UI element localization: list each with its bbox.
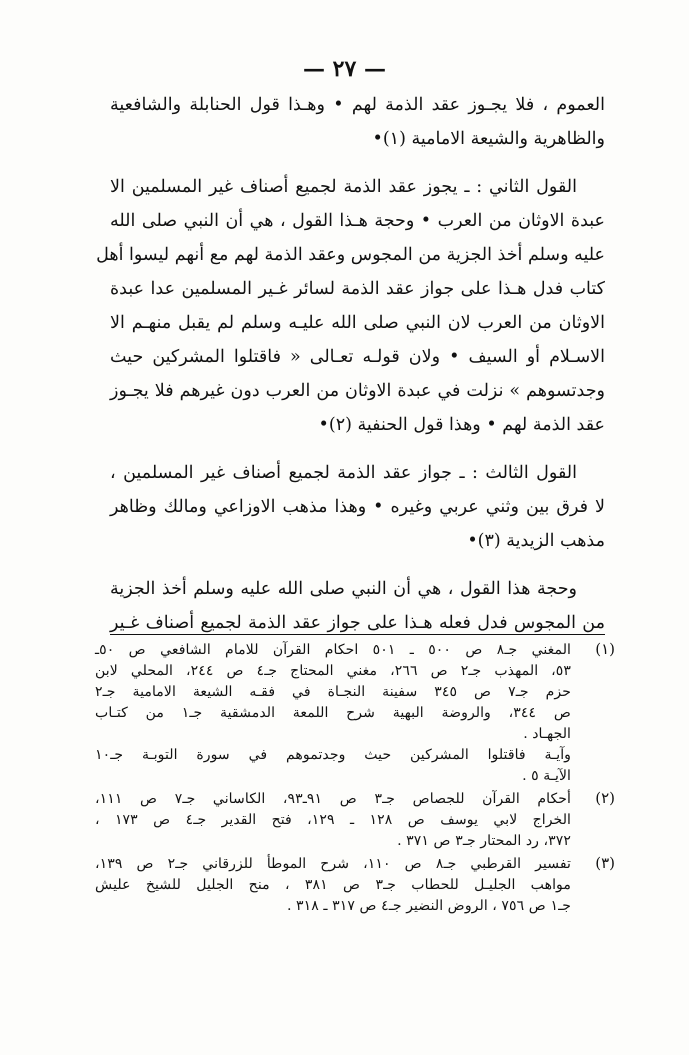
footnote-3: [95, 854, 615, 917]
footnote-number: (٢): [595, 789, 615, 807]
footnote-number: (٣): [595, 854, 615, 872]
text-line: وحجة هذا القول ، هي أن النبي صلى الله عليه وسلم أخذ الجزية: [110, 579, 577, 599]
paragraph-1: [110, 88, 605, 156]
text-line: عليه وسلم أخذ الجزية من المجوس وعقد الذمة لهم مع أنهم ليسوا أهل: [96, 245, 605, 265]
footnote-line: المغني جـ٨ ص ٥٠٠ ـ ٥٠١ احكام القرآن للامام الشافعي ص ٥٠ـ: [95, 642, 571, 658]
paragraph-4: [110, 572, 605, 640]
footnote-line: ص ٣٤٤، والروضة البهية شرح اللمعة الدمشقية جـ١ من كتـاب: [95, 705, 571, 721]
footnote-line: مواهب الجليـل للحطاب جـ٣ ص ٣٨١ ، منح الجليل للشيخ عليش: [95, 877, 571, 893]
footnotes: [95, 640, 615, 919]
text-line: القول الثالث : ـ جواز عقد الذمة لجميع أصناف غير المسلمين ،: [110, 463, 577, 483]
footnote-2: [95, 789, 615, 852]
body-text: [96, 88, 605, 640]
text-line: عقد الذمة لهم • وهذا قول الحنفية (٢)•: [318, 415, 605, 435]
footnote-line: ٥٣، المهذب جـ٢ ص ٢٦٦، مغني المحتاج جـ٤ ص ٢٤٤، المحلي لابن: [95, 663, 571, 679]
text-line: والظاهرية والشيعة الامامية (١)•: [372, 129, 605, 149]
footnote-line: الآيـة ٥ .: [522, 768, 571, 784]
text-line: عبدة الاوثان من العرب • وحجة هـذا القول ، هي أن النبي صلى الله: [110, 211, 605, 231]
page-number: — ٢٧ —: [303, 56, 386, 82]
text-line: لا فرق بين وثني عربي وغيره • وهذا مذهب الاوزاعي ومالك وظاهر: [110, 497, 605, 517]
footnote-line: وآيـة فاقتلوا المشركين حيث وجدتموهم في سورة التوبـة جـ١٠: [95, 747, 571, 763]
footnote-line: أحكام القرآن للجصاص جـ٣ ص ٩١ـ٩٣، الكاساني جـ٧ ص ١١١،: [95, 791, 571, 807]
footnote-line: ٣٧٢، رد المحتار جـ٣ ص ٣٧١ .: [397, 833, 571, 849]
text-line: القول الثاني : ـ يجوز عقد الذمة لجميع أصناف غير المسلمين الا: [110, 177, 577, 197]
text-line: العموم ، فلا يجـوز عقد الذمة لهم • وهـذا قول الحنابلة والشافعية: [110, 95, 605, 115]
text-line: كتاب فدل هـذا على جواز عقد الذمة لسائر غـير المسلمين عدا عبدة: [110, 279, 605, 299]
paragraph-3: [110, 456, 605, 558]
footnote-line: الخراج لابي يوسف ص ١٢٨ ـ ١٢٩، فتح القدير جـ٤ ص ١٧٣ ،: [95, 812, 571, 828]
text-line: الاسـلام أو السيف • ولان قولـه تعـالى « فاقتلوا المشركين حيث: [110, 347, 605, 367]
footnote-line: جـ١ ص ٧٥٦ ، الروض النضير جـ٤ ص ٣١٧ ـ ٣١٨ .: [286, 898, 571, 914]
footnote-line: حزم جـ٧ ص ٣٤٥ سفينة النجـاة في فقـه الشيعة الامامية جـ٢: [95, 684, 571, 700]
text-line: وجدتسوهم » نزلت في عبدة الاوثان من العرب دون غيرهم فلا يجـوز: [110, 381, 605, 401]
text-line: من المجوس فدل فعله هـذا على جواز عقد الذمة لجميع أصناف غـير: [110, 613, 605, 633]
text-line: الاوثان من العرب لان النبي صلى الله عليـه وسلم لم يقبل منهـم الا: [110, 313, 605, 333]
text-line: مذهب الزيدية (٣)•: [467, 531, 605, 551]
footnote-line: الجهـاد .: [523, 726, 571, 742]
paragraph-2: [96, 170, 605, 442]
footnote-number: (١): [595, 640, 615, 658]
footnote-line: تفسير القرطبي جـ٨ ص ١١٠، شرح الموطأ للزرقاني جـ٢ ص ١٣٩،: [95, 856, 571, 872]
footnote-1: [95, 640, 615, 787]
